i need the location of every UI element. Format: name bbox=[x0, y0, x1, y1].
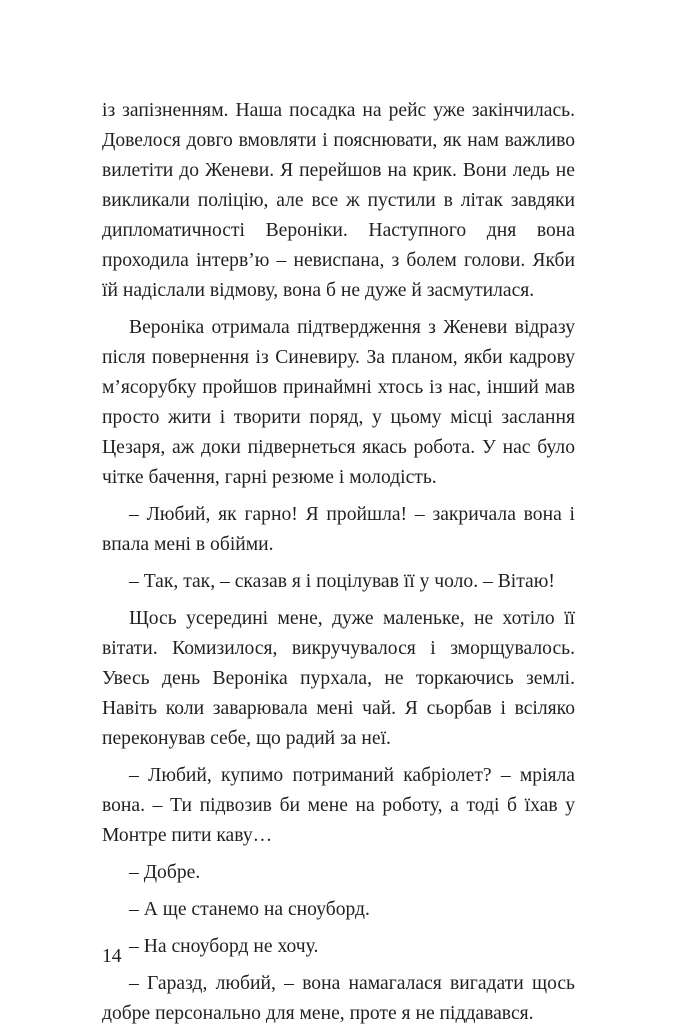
paragraph-5: Щось усередині мене, дуже маленьке, не хотіло її вітати. Комизилося, викручувалося і зморщувалось. Увесь день Вероніка пурхала, не торкаючись землі. Навіть коли заварювала мені чай. Я сьорбав і всіляко переконував себе, що радий за неї. bbox=[102, 608, 575, 749]
paragraph-4: – Так, так, – сказав я і поцілував її у чоло. – Вітаю! bbox=[129, 571, 555, 592]
body-text bbox=[102, 96, 575, 1036]
paragraph-9: – На сноуборд не хочу. bbox=[129, 936, 319, 957]
paragraph-3: – Любий, як гарно! Я пройшла! – закричала вона і впала мені в обійми. bbox=[102, 504, 575, 555]
paragraph-2: Вероніка отримала підтвердження з Женеви відразу після повернення із Синевиру. За планом, якби кадрову м’ясорубку пройшов принаймні хтось із нас, інший мав просто жити і творити поряд, у цьому місці заслання Цезаря, аж доки підвернеться якась робота. У нас було чітке бачення, гарні резюме і молодість. bbox=[102, 317, 575, 488]
paragraph-6: – Любий, купимо потриманий кабріолет? – мріяла вона. – Ти підвозив би мене на роботу, а тоді б їхав у Монтре пити каву… bbox=[102, 765, 575, 846]
page-number: 14 bbox=[102, 946, 122, 967]
paragraph-7: – Добре. bbox=[129, 862, 201, 883]
paragraph-10: – Гаразд, любий, – вона намагалася вигадати щось добре персонально для мене, проте я не піддавався. bbox=[102, 973, 575, 1024]
paragraph-8: – А ще станемо на сноуборд. bbox=[129, 899, 370, 920]
paragraph-1: із запізненням. Наша посадка на рейс уже закінчилась. Довелося довго вмовляти і пояснювати, як нам важливо вилетіти до Женеви. Я перейшов на крик. Вони ледь не викликали поліцію, але все ж пустили в літак завдяки дипломатичності Вероніки. Наступного дня вона проходила інтерв’ю – невиспана, з болем голови. Якби їй надіслали відмову, вона б не дуже й засмутилася. bbox=[102, 100, 575, 301]
